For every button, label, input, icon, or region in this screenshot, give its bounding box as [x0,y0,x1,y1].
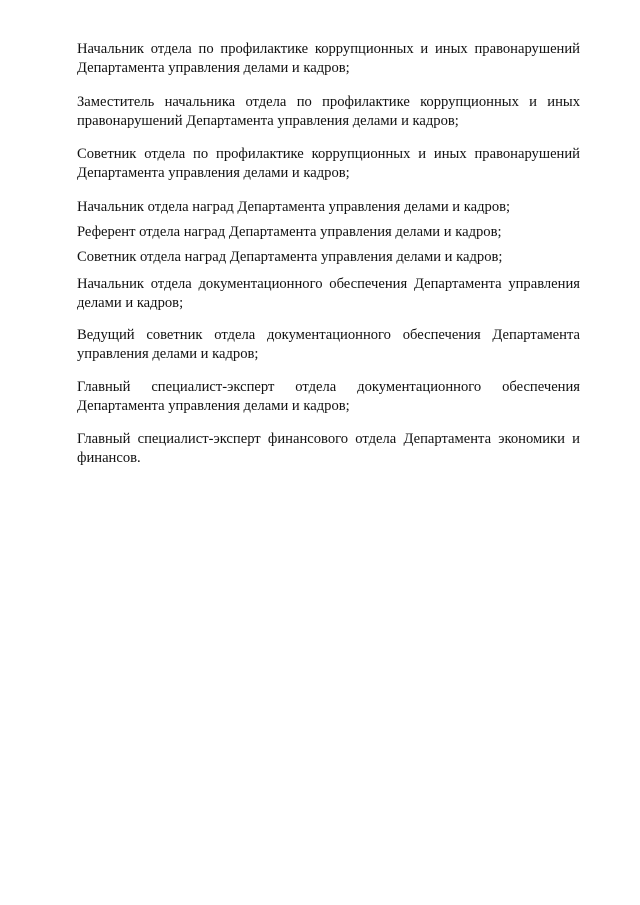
position-entry-8: Ведущий советник отдела документационного обеспечения Департамента управления делами и кадров; [77,327,580,362]
position-entry-2: Заместитель начальника отдела по профилактике коррупционных и иных правонарушений Департамента управления делами и кадров; [77,94,580,129]
position-entry-6: Советник отдела наград Департамента управления делами и кадров; [77,249,503,265]
position-entry-10: Главный специалист-эксперт финансового отдела Департамента экономики и финансов. [77,431,580,466]
position-entry-4: Начальник отдела наград Департамента управления делами и кадров; [77,199,511,215]
position-entry-1: Начальник отдела по профилактике коррупционных и иных правонарушений Департамента управления делами и кадров; [77,41,580,76]
position-entry-5: Референт отдела наград Департамента управления делами и кадров; [77,224,502,240]
position-entry-3: Советник отдела по профилактике коррупционных и иных правонарушений Департамента управления делами и кадров; [77,146,580,181]
position-entry-9: Главный специалист-эксперт отдела документационного обеспечения Департамента управления делами и кадров; [77,379,580,414]
position-entry-7: Начальник отдела документационного обеспечения Департамента управления делами и кадров; [77,276,580,311]
